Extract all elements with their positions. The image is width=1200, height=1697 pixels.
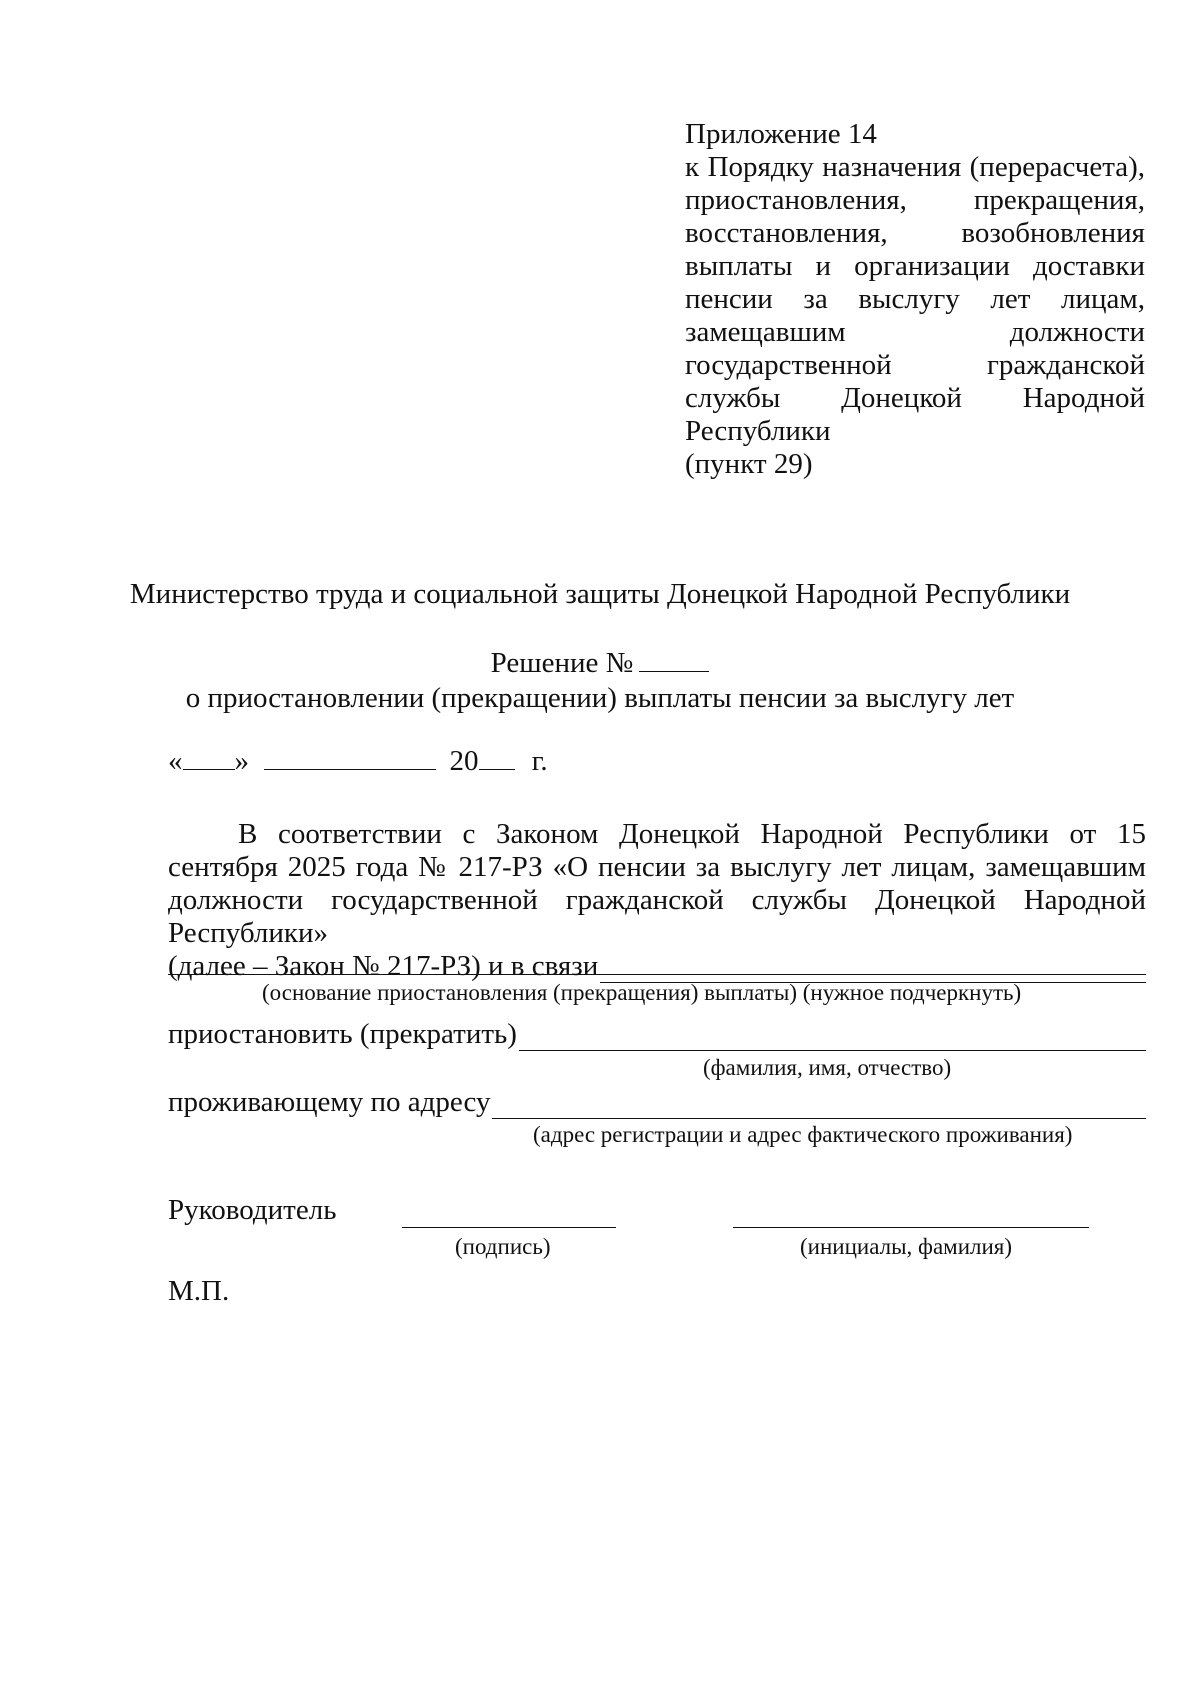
appendix-line: к Порядку назначения (перерасчета), [685,151,1145,183]
appendix-line: замещавшим должности [685,316,1145,348]
residing-label: проживающему по адресу [168,1086,491,1118]
appendix-title: Приложение 14 [685,118,877,150]
initials-field[interactable] [733,1226,1089,1228]
ministry-name: Министерство труда и социальной защиты Донецкой Народной Республики [129,578,1071,610]
address-field[interactable] [492,1092,1146,1119]
initials-caption: (инициалы, фамилия) [800,1234,1013,1259]
appendix-line: выплаты и организации доставки [685,250,1145,282]
appendix-line: службы Донецкой Народной [685,382,1145,414]
suspend-label: приостановить (прекратить) [168,1018,517,1050]
body-paragraph [168,818,1146,983]
day-field[interactable] [183,745,235,770]
year-prefix: 20 [449,745,479,777]
signature-field[interactable] [402,1226,616,1228]
close-quote: » [234,745,249,777]
body-last-line [168,950,1146,983]
decision-subject: о приостановлении (прекращении) выплаты пенсии за выслугу лет [185,682,1015,714]
appendix-line: Республики [685,415,831,447]
decision-title-row [0,647,1200,680]
fio-field[interactable] [519,1024,1146,1051]
signature-caption: (подпись) [455,1234,551,1259]
date-line [168,745,548,778]
appendix-line: пенсии за выслугу лет лицам, [685,283,1145,315]
year-suffix: г. [531,745,548,777]
head-label: Руководитель [168,1194,337,1226]
suspend-row [168,1018,1146,1051]
body-continuation: (далее – Закон № 217-РЗ) и в связи [168,950,599,982]
address-caption: (адрес регистрации и адрес фактического проживания) [533,1122,1073,1147]
appendix-point: (пункт 29) [685,448,813,480]
body-text: В соответствии с Законом Донецкой Народной Республики от 15 сентября 2025 года № 217-РЗ «О пенсии за выслугу лет лицам, замещавшим должности государственной гражданской службы Донецкой Народной Республики» [168,818,1146,949]
decision-title: Решение № [490,647,634,679]
decision-number-field[interactable] [639,647,709,672]
reason-field[interactable] [600,956,1146,983]
fio-caption: (фамилия, имя, отчество) [703,1055,952,1080]
basis-caption: (основание приостановления (прекращения) выплаты) (нужное подчеркнуть) [262,980,1022,1005]
reason-field-line2[interactable] [168,974,1146,975]
open-quote: « [168,745,183,777]
year-field[interactable] [479,745,515,770]
appendix-line: государственной гражданской [685,349,1145,381]
appendix-block [685,118,1145,481]
address-row [168,1086,1146,1119]
stamp-label: М.П. [168,1275,230,1307]
appendix-line: приостановления, прекращения, [685,184,1145,216]
appendix-line: восстановления, возобновления [685,217,1145,249]
month-field[interactable] [264,745,436,770]
